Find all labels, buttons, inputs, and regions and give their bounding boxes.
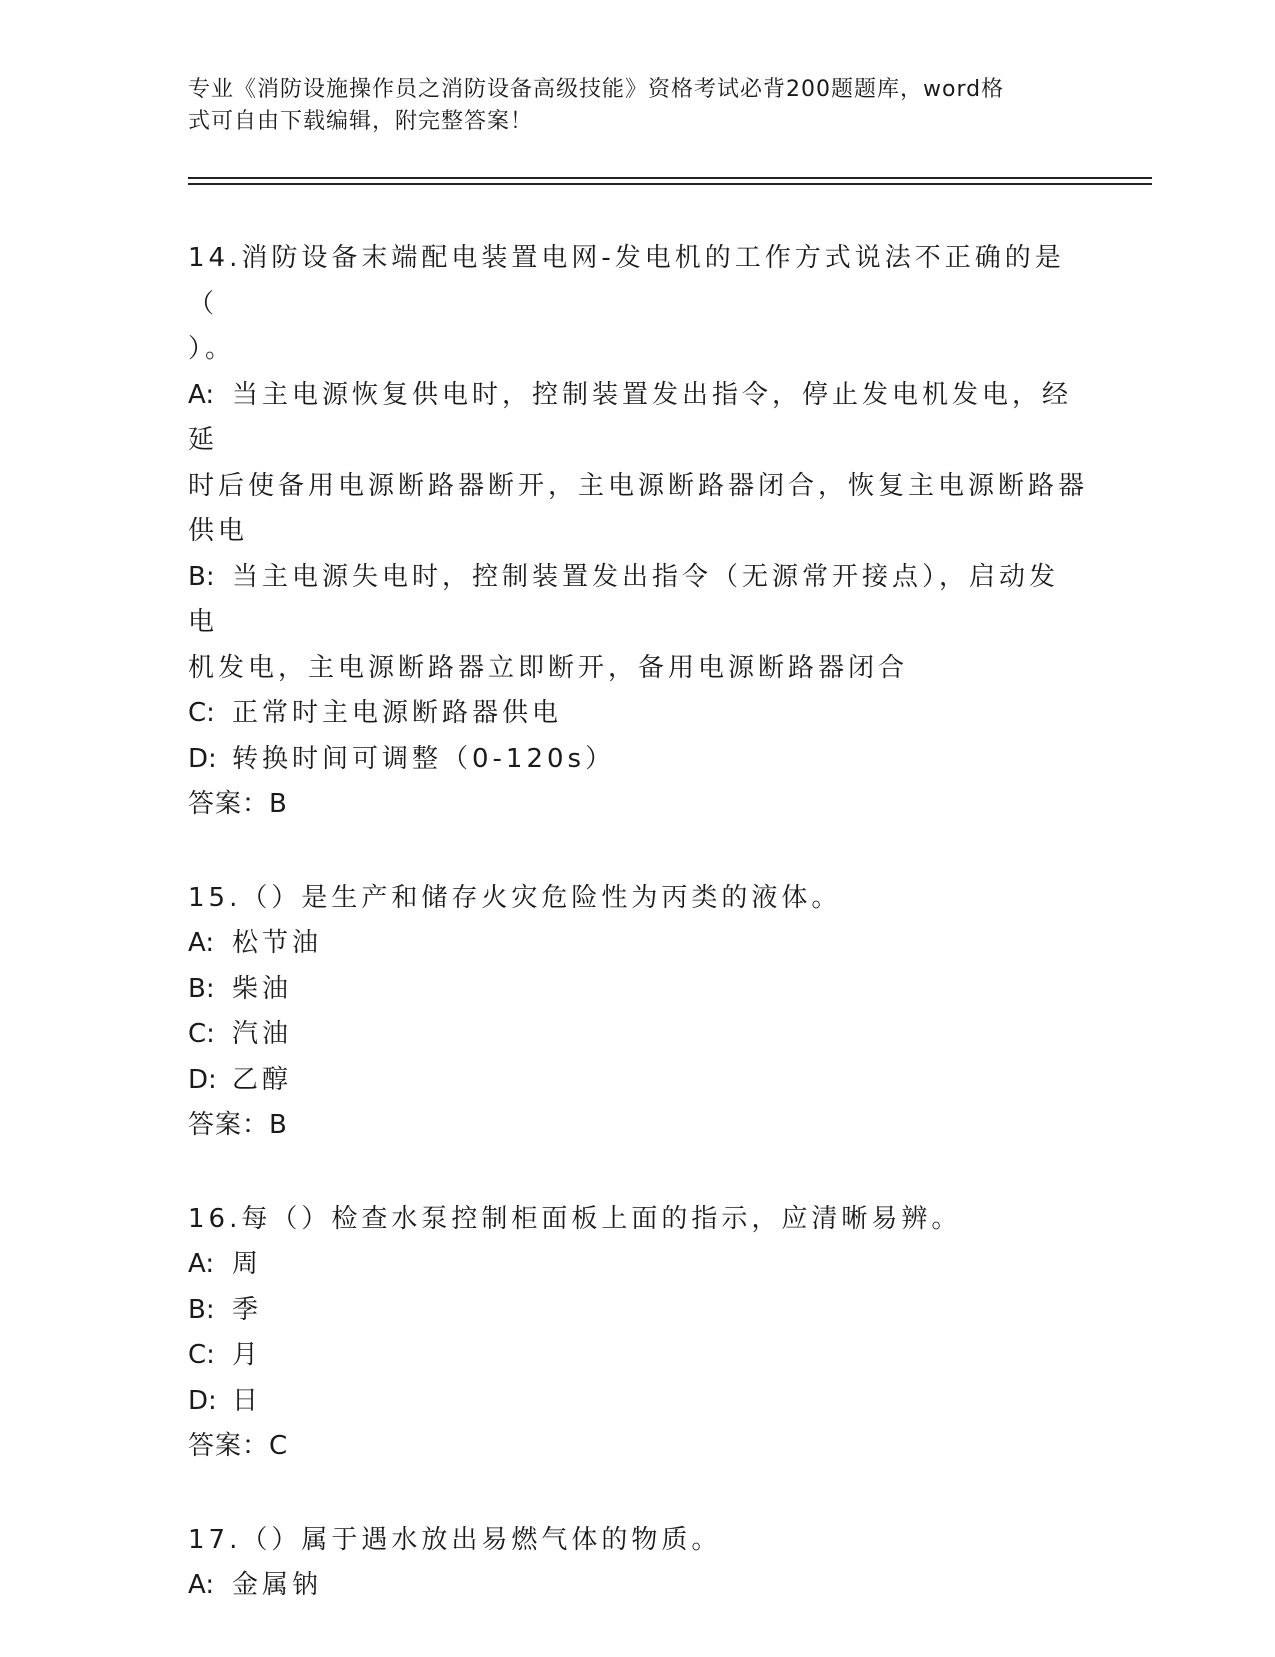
answer-option [188,737,1088,783]
option-text: 金属钠 [232,1570,323,1600]
answer-option [188,555,1088,692]
option-line [188,691,1088,737]
option-text: 月 [232,1340,263,1370]
option-text: 当主电源恢复供电时，控制装置发出指令，停止发电机发电，经延 [188,379,1073,455]
answer-option [188,1058,1088,1104]
option-text: 当主电源失电时，控制装置发出指令（无源常开接点），启动发电 [188,561,1060,637]
option-line [188,1333,1088,1379]
option-key: C: [188,698,215,728]
question-1 [188,236,1088,828]
question-3 [188,1197,1088,1470]
question-stem-line: 17.（）属于遇水放出易燃气体的物质。 [188,1524,722,1555]
question-4 [188,1518,1088,1609]
option-key: D: [188,1385,217,1416]
option-text: 时后使备用电源断路器断开，主电源断路器闭合，恢复主电源断路器 [188,470,1089,501]
answer-option [188,373,1088,555]
answer-option [188,1379,1088,1425]
header-divider-bottom [188,183,1152,185]
answer-option [188,921,1088,967]
answer-option [188,1563,1088,1609]
answer-option [188,691,1088,737]
option-text: 乙醇 [232,1064,293,1095]
option-key: A: [188,928,215,958]
option-key: A: [188,1249,215,1279]
option-line [188,373,1088,464]
question-stem [188,876,1088,922]
option-line [188,555,1088,646]
option-key: C: [188,1340,215,1370]
header-line-2: 式可自由下载编辑，附完整答案！ [188,109,534,134]
option-line [188,464,1088,510]
option-text: 季 [232,1294,263,1325]
option-key: D: [188,743,217,774]
answer-key: 答案：C [188,1431,289,1461]
answer-key: 答案：B [188,789,288,819]
option-key: A: [188,379,215,410]
option-text: 日 [232,1385,263,1416]
question-stem-line: 15.（）是生产和储存火灾危险性为丙类的液体。 [188,882,842,913]
option-text: 供电 [188,516,249,546]
answer-option [188,967,1088,1013]
option-text: 汽油 [232,1019,293,1049]
answer-option [188,1288,1088,1334]
option-text: 松节油 [232,928,323,958]
answer-option [188,1242,1088,1288]
question-stem-line: 14.消防设备末端配电装置电网-发电机的工作方式说法不正确的是（ [188,243,1065,319]
header-line-1: 专业《消防设施操作员之消防设备高级技能》资格考试必背200题题库，word格 [188,77,1005,102]
answer-key: 答案：B [188,1110,288,1140]
option-text: 周 [232,1249,263,1279]
answer-option [188,1333,1088,1379]
option-text: 正常时主电源断路器供电 [232,698,563,728]
option-text: 柴油 [232,973,293,1004]
option-line [188,737,1088,783]
question-stem [188,1197,1088,1243]
option-line [188,1288,1088,1334]
option-line [188,1012,1088,1058]
answer-option [188,1012,1088,1058]
option-line [188,1242,1088,1288]
option-key: B: [188,973,215,1004]
option-text: 机发电，主电源断路器立即断开，备用电源断路器闭合 [188,652,909,683]
question-list [188,236,1088,1657]
option-key: B: [188,561,215,592]
option-key: C: [188,1019,215,1049]
question-stem-line: ）。 [188,334,236,364]
option-line [188,967,1088,1013]
option-key: B: [188,1294,215,1325]
question-2 [188,876,1088,1149]
option-line [188,1058,1088,1104]
option-line [188,1379,1088,1425]
option-key: A: [188,1570,215,1600]
option-line [188,646,1088,692]
option-key: D: [188,1064,217,1095]
header-divider-top [188,177,1152,179]
option-line [188,921,1088,967]
option-text: 转换时间可调整（0-120s） [232,743,616,774]
question-stem [188,1518,1088,1564]
document-header [188,74,1068,138]
option-line [188,509,1088,555]
question-stem-line: 16.每（）检查水泵控制柜面板上面的指示，应清晰易辨。 [188,1203,962,1234]
option-line [188,1563,1088,1609]
question-stem [188,236,1088,373]
